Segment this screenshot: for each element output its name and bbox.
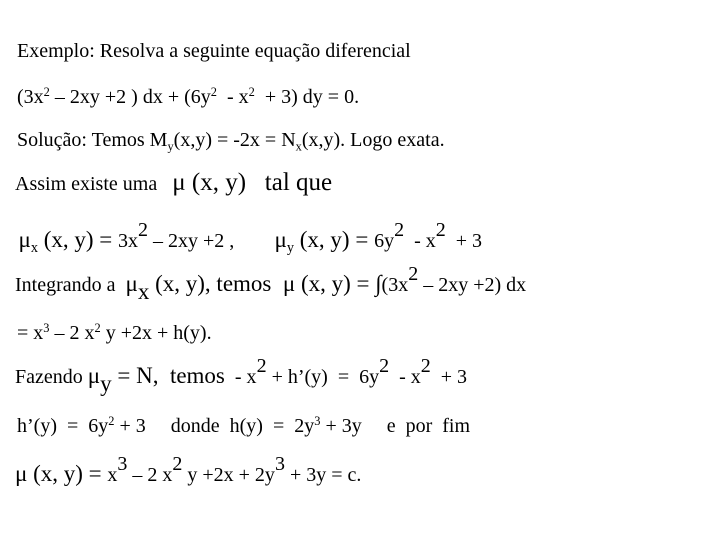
- existence-text-end: tal que: [246, 169, 333, 196]
- subscript: x: [30, 239, 38, 256]
- h-line: [7, 396, 470, 436]
- mu-symbol: μ: [87, 363, 101, 388]
- integration-text: Integrando a: [15, 274, 126, 296]
- subscript: y: [167, 139, 174, 154]
- eq-part: (3x: [17, 86, 44, 108]
- exponent: 2: [248, 85, 255, 100]
- final-part: y +2x + 2y: [182, 464, 275, 486]
- eq-part: – 2xy +2 ) dx + (6y: [49, 86, 211, 108]
- existence-line: [7, 154, 332, 195]
- example-heading-text: Exemplo: Resolva a seguinte equação diferencial: [17, 40, 411, 62]
- exponent: 2: [138, 219, 149, 241]
- final-part: – 2 x: [127, 464, 173, 486]
- differentiation-line: [7, 348, 468, 397]
- integrand: – 2xy +2) dx: [418, 274, 527, 296]
- eq-part: + 3) dy = 0.: [254, 86, 360, 108]
- diff-part: + 3: [430, 366, 468, 388]
- solution-part: Solução: Temos M: [17, 129, 168, 151]
- mu-symbol: μ: [125, 271, 138, 296]
- exponent: 2: [408, 263, 419, 285]
- diff-text: = N, temos: [111, 363, 225, 388]
- exponent: 2: [256, 355, 267, 377]
- exponent: 2: [43, 85, 50, 100]
- solution-line: [7, 110, 445, 154]
- exponent: 2: [94, 321, 101, 336]
- final-part: + 3y = c.: [284, 464, 362, 486]
- partial-part: – 2xy +2 ,: [148, 230, 235, 252]
- h-part: donde h(y) = 2y: [145, 415, 315, 437]
- exponent: 2: [420, 355, 431, 377]
- integration-result-line: [7, 303, 212, 343]
- partial-part: (x, y) =: [37, 227, 119, 252]
- diff-part: - x: [224, 366, 257, 388]
- subscript: x: [137, 279, 150, 305]
- solution-part: (x,y) = -2x = N: [173, 129, 296, 151]
- solution-part: (x,y). Logo exata.: [301, 129, 445, 151]
- exponent: 2: [210, 85, 217, 100]
- final-part: μ (x, y) =: [15, 461, 108, 486]
- diff-part: + h’(y) = 6y: [266, 366, 380, 388]
- partial-part: 6y: [374, 230, 395, 252]
- h-part: + 3y: [320, 415, 362, 437]
- h-part: + 3: [114, 415, 146, 437]
- exponent: 3: [274, 453, 285, 475]
- exponent: 3: [314, 414, 321, 429]
- example-heading: [7, 21, 411, 61]
- exponent: 2: [379, 355, 390, 377]
- result-part: = x: [17, 322, 44, 344]
- subscript: y: [100, 371, 112, 397]
- partial-part: 3x: [118, 230, 139, 252]
- integrand: (3x: [381, 274, 409, 296]
- exponent: 3: [43, 321, 50, 336]
- exponent: 2: [435, 219, 446, 241]
- exponent: 2: [394, 219, 405, 241]
- exponent: 2: [172, 453, 183, 475]
- final-part: x: [107, 464, 118, 486]
- final-solution-line: [7, 446, 361, 485]
- result-part: – 2 x: [49, 322, 95, 344]
- mu-symbol: μ: [234, 227, 287, 252]
- subscript: x: [295, 139, 302, 154]
- exponent: 3: [117, 453, 128, 475]
- mu-symbol: μ: [18, 227, 31, 252]
- h-part: e por fim: [361, 415, 471, 437]
- h-part: h’(y) = 6y: [17, 415, 109, 437]
- existence-text: Assim existe uma: [15, 173, 173, 195]
- mu-function: μ (x, y): [172, 169, 247, 196]
- partial-part: + 3: [445, 230, 483, 252]
- equation-line: [7, 67, 359, 107]
- partial-part: - x: [404, 230, 436, 252]
- subscript: y: [286, 239, 295, 256]
- partials-line: [7, 205, 483, 256]
- integration-text: (x, y), temos μ (x, y) = ∫: [149, 271, 382, 296]
- integration-line: [7, 256, 527, 305]
- eq-part: - x: [216, 86, 249, 108]
- partial-part: (x, y) =: [294, 227, 375, 252]
- exponent: 2: [108, 414, 115, 429]
- diff-text: Fazendo: [15, 366, 88, 388]
- diff-part: - x: [389, 366, 421, 388]
- result-part: y +2x + h(y).: [100, 322, 212, 344]
